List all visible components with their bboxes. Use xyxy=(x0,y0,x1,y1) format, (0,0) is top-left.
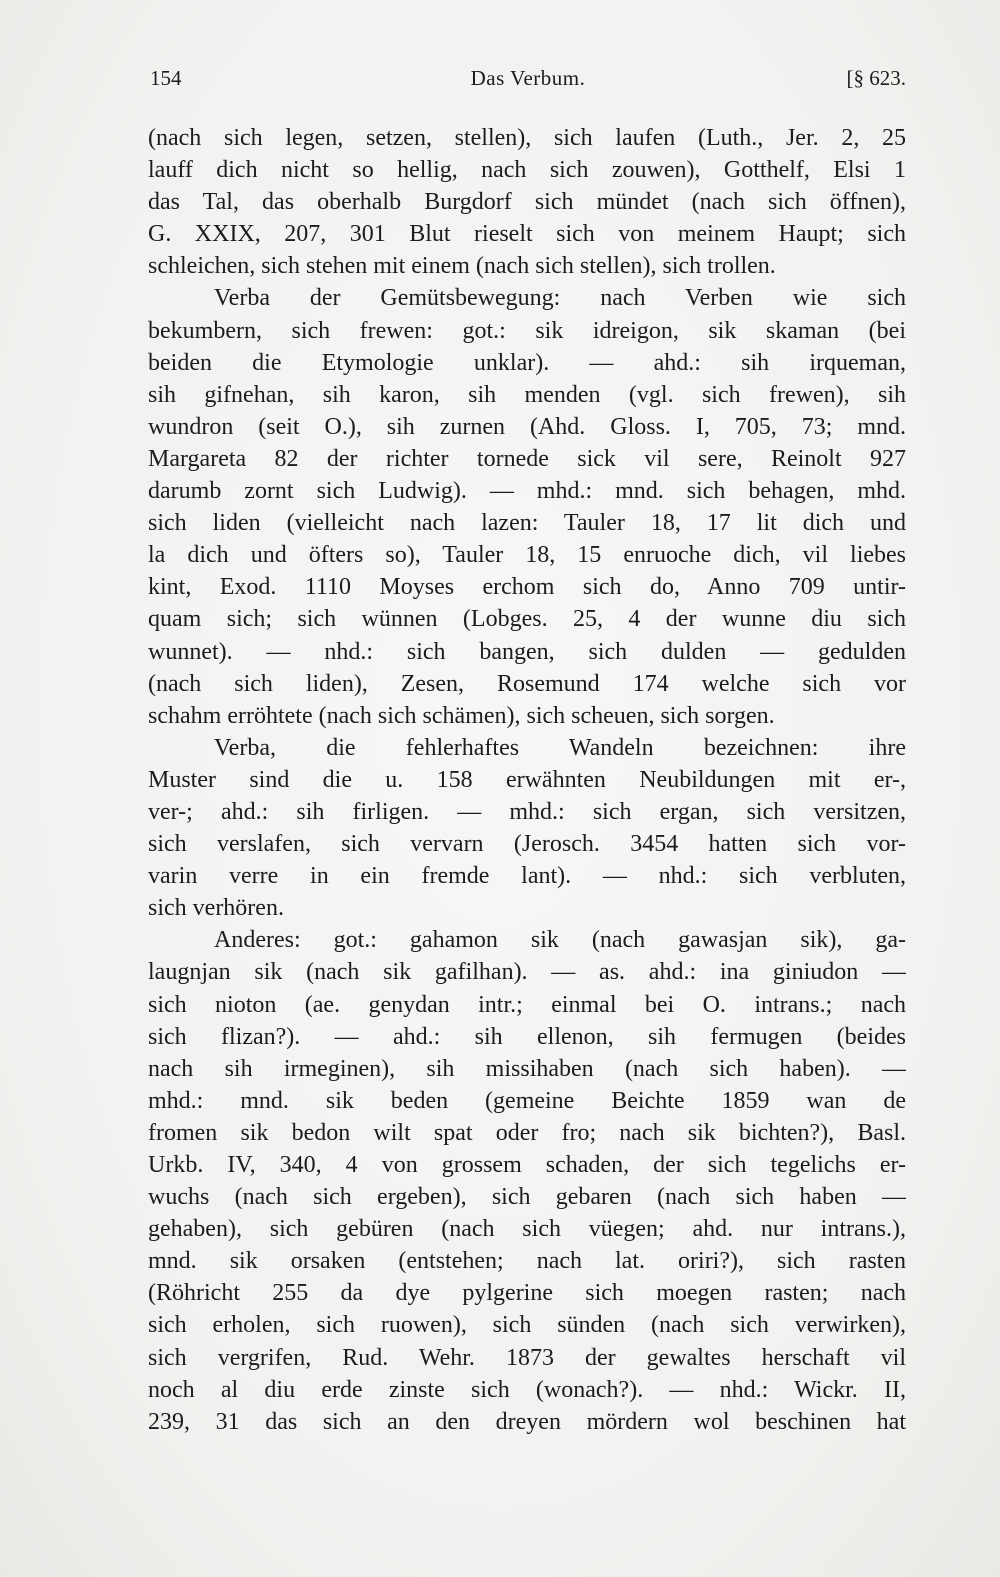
text-line: laugnjan sik (nach sik gafilhan). — as. ahd.: ina giniudon — xyxy=(148,959,906,986)
text-line: wuchs (nach sich ergeben), sich gebaren (nach sich haben — xyxy=(148,1184,906,1211)
running-header xyxy=(150,66,906,102)
text-line: mnd. sik orsaken (entstehen; nach lat. oriri?), sich rasten xyxy=(148,1248,906,1275)
text-line: (nach sich legen, setzen, stellen), sich laufen (Luth., Jer. 2, 25 xyxy=(148,125,906,151)
text-line: mhd.: mnd. sik beden (gemeine Beichte 1859 wan de xyxy=(148,1087,906,1114)
text-line: ver-; ahd.: sih firligen. — mhd.: sich ergan, sich versitzen, xyxy=(148,798,906,825)
text-line: lauff dich nicht so hellig, nach sich zouwen), Gotthelf, Elsi 1 xyxy=(148,157,906,184)
text-line: G. XXIX, 207, 301 Blut rieselt sich von meinem Haupt; sich xyxy=(148,221,906,248)
text-line: sich verslafen, sich vervarn (Jerosch. 3454 hatten sich vor- xyxy=(148,831,906,858)
text-line: kint, Exod. 1110 Moyses erchom sich do, Anno 709 untir- xyxy=(148,574,906,601)
text-line: sich nioton (ae. genydan intr.; einmal bei O. intrans.; nach xyxy=(148,991,906,1018)
text-line: Margareta 82 der richter tornede sick vil sere, Reinolt 927 xyxy=(148,445,906,472)
text-line: schleichen, sich stehen mit einem (nach sich stellen), sich trollen. xyxy=(148,253,776,280)
text-line: 239, 31 das sich an den dreyen mördern wol beschinen hat xyxy=(148,1408,906,1435)
text-line: das Tal, das oberhalb Burgdorf sich mündet (nach sich öffnen), xyxy=(148,189,906,216)
text-line: darumb zornt sich Ludwig). — mhd.: mnd. sich behagen, mhd. xyxy=(148,478,906,505)
text-line: quam sich; sich wünnen (Lobges. 25, 4 der wunne diu sich xyxy=(148,606,906,633)
text-line: wunnet). — nhd.: sich bangen, sich dulden — gedulden xyxy=(148,638,906,665)
text-line: sich liden (vielleicht nach lazen: Tauler 18, 17 lit dich und xyxy=(148,510,906,537)
text-line: (Röhricht 255 da dye pylgerine sich moegen rasten; nach xyxy=(148,1280,906,1307)
text-line: gehaben), sich gebüren (nach sich vüegen; ahd. nur intrans.), xyxy=(148,1216,906,1243)
text-line: sich flizan?). — ahd.: sih ellenon, sih fermugen (beides xyxy=(148,1023,906,1050)
text-line: bekumbern, sich frewen: got.: sik idreigon, sik skaman (bei xyxy=(148,317,906,344)
text-line: sich verhören. xyxy=(148,895,284,922)
text-line: sich erholen, sich ruowen), sich sünden (nach sich verwirken), xyxy=(148,1312,906,1339)
text-line: Verba der Gemütsbewegung: nach Verben wie sich xyxy=(214,285,906,312)
text-line: sich vergrifen, Rud. Wehr. 1873 der gewaltes herschaft vil xyxy=(148,1344,906,1371)
text-line: (nach sich liden), Zesen, Rosemund 174 welche sich vor xyxy=(148,670,906,697)
text-line: Urkb. IV, 340, 4 von grossem schaden, der sich tegelichs er- xyxy=(148,1152,906,1178)
text-line: beiden die Etymologie unklar). — ahd.: sih irqueman, xyxy=(148,349,906,376)
text-line: Muster sind die u. 158 erwähnten Neubildungen mit er-, xyxy=(148,766,906,793)
body-text xyxy=(148,122,906,1438)
text-line: Anderes: got.: gahamon sik (nach gawasjan sik), ga- xyxy=(214,927,906,954)
text-line: schahm erröhtete (nach sich schämen), sich scheuen, sich sorgen. xyxy=(148,702,775,729)
text-line: nach sih irmeginen), sih missihaben (nach sich haben). — xyxy=(148,1055,906,1082)
text-line: la dich und öfters so), Tauler 18, 15 enruoche dich, vil liebes xyxy=(148,542,906,569)
text-line: wundron (seit O.), sih zurnen (Ahd. Gloss. I, 705, 73; mnd. xyxy=(148,413,906,440)
text-line: sih gifnehan, sih karon, sih menden (vgl. sich frewen), sih xyxy=(148,381,906,408)
page-number: 154 xyxy=(150,66,182,90)
running-title: Das Verbum. xyxy=(470,66,586,90)
section-reference: [§ 623. xyxy=(846,66,906,90)
text-line: varin verre in ein fremde lant). — nhd.: sich verbluten, xyxy=(148,863,906,890)
text-line: fromen sik bedon wilt spat oder fro; nach sik bichten?), Basl. xyxy=(148,1119,906,1146)
text-line: noch al diu erde zinste sich (wonach?). — nhd.: Wickr. II, xyxy=(148,1376,906,1403)
text-line: Verba, die fehlerhaftes Wandeln bezeichnen: ihre xyxy=(214,734,906,761)
